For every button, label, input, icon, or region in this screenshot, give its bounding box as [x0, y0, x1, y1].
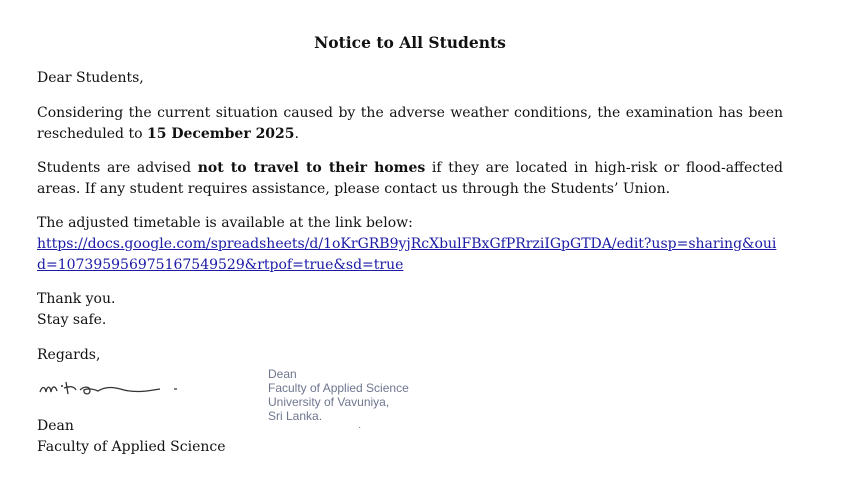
timetable-link[interactable]: https://docs.google.com/spreadsheets/d/1oKrGRB9yjRcXbulFBxGfPRrziIGpGTDA/edit?usp=sharing&ouid=107395956975167549529&rtpof=true&sd=true [37, 236, 777, 273]
notice-title: Notice to All Students [314, 33, 506, 52]
reschedule-end: . [294, 126, 299, 142]
closing [37, 289, 783, 331]
travel-text-end: if they are located in high-risk or flood-affected areas. If any student requires assistance, please contact us through the Students’ Union. [37, 160, 783, 197]
stamp-line-country: Sri Lanka. [268, 409, 323, 423]
stamp-line-university: University of Vavuniya, [268, 395, 390, 409]
paragraph-travel-advice [37, 158, 783, 200]
stay-safe-text: Stay safe. [37, 312, 107, 328]
reschedule-text: Considering the current situation caused by the adverse weather conditions, the examination has been rescheduled to [37, 105, 783, 142]
stamp-line-faculty: Faculty of Applied Science [268, 381, 409, 395]
signer-block [37, 416, 783, 458]
travel-warning: not to travel to their homes [197, 160, 426, 176]
signer-title: Dean [37, 418, 74, 434]
paragraph-timetable [37, 213, 783, 276]
stamp-line-dean: Dean [268, 367, 297, 381]
travel-text-start: Students are advised [37, 160, 198, 176]
stamp-dot: · [358, 422, 362, 433]
greeting: Dear Students, [37, 70, 144, 86]
exam-date: 15 December 2025 [146, 126, 295, 142]
signature-image [36, 374, 196, 404]
paragraph-reschedule [37, 103, 783, 145]
signer-faculty: Faculty of Applied Science [37, 439, 226, 455]
timetable-text: The adjusted timetable is available at the link below: [37, 215, 413, 231]
regards-text: Regards, [37, 347, 101, 363]
thanks-text: Thank you. [37, 291, 116, 307]
